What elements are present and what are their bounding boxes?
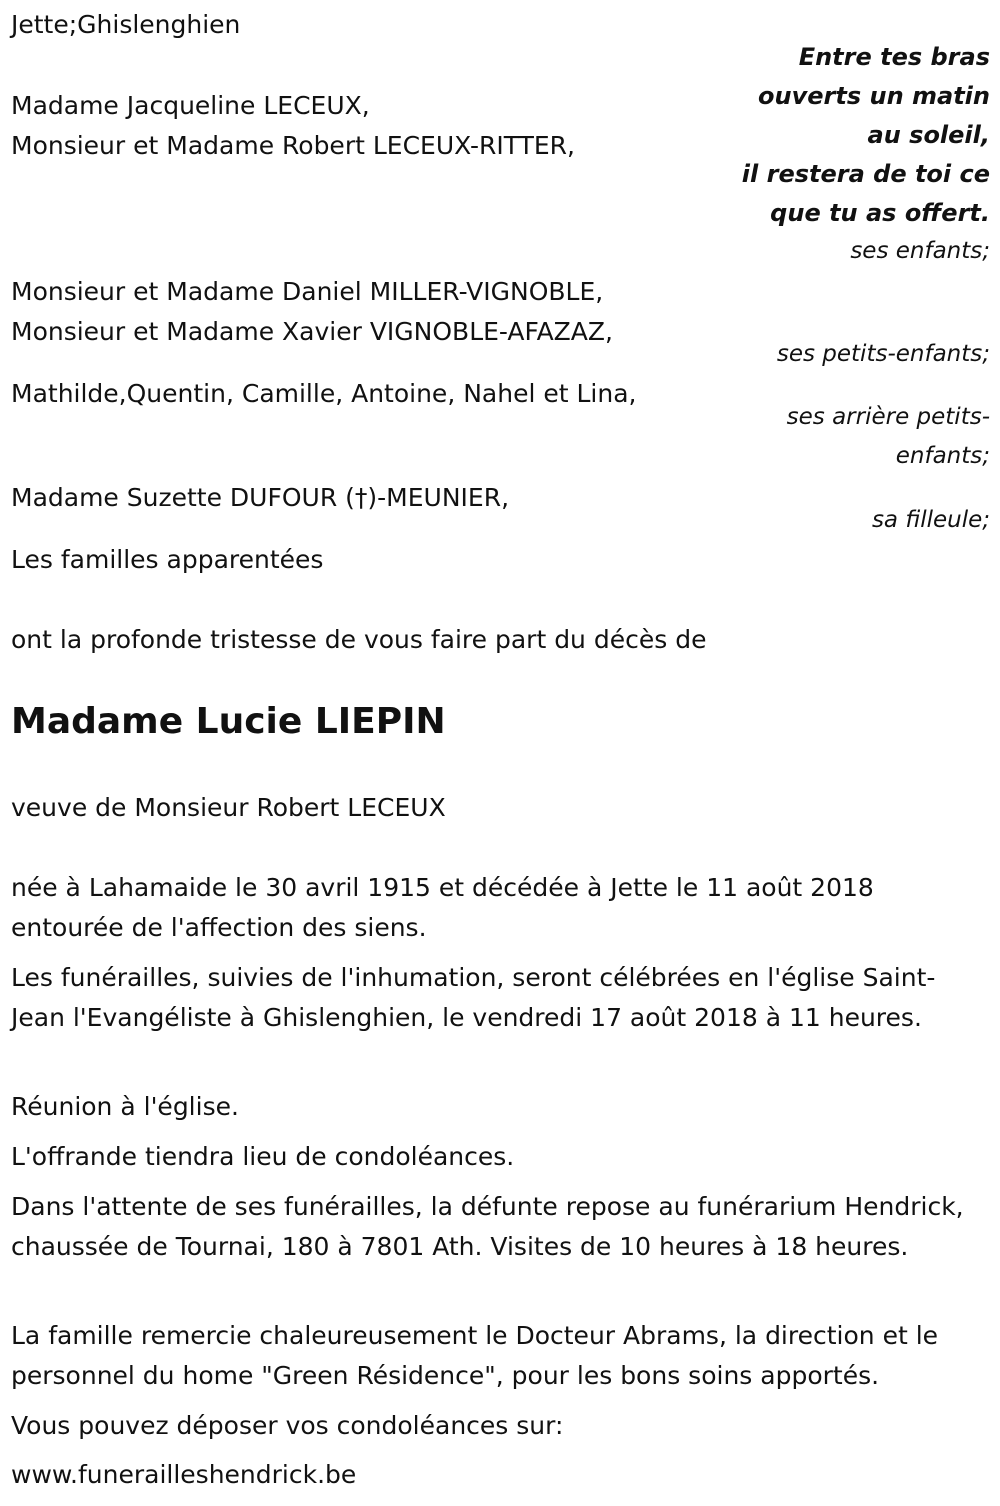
website-link[interactable]: www.funerailleshendrick.be: [11, 1460, 357, 1489]
grandchild-name: Monsieur et Madame Xavier VIGNOBLE-AFAZAZ,: [11, 317, 613, 346]
thanks-paragraph: La famille remercie chaleureusement le Docteur Abrams, la direction et le personnel du home "Green Résidence", pour les bons soins apportés.: [11, 1321, 939, 1390]
great-grandchildren-names: Mathilde,Quentin, Camille, Antoine, Nahel et Lina,: [11, 379, 637, 408]
poem-line: au soleil,: [867, 121, 990, 149]
meeting-paragraph: Réunion à l'église.: [11, 1092, 239, 1121]
widow-of-line: veuve de Monsieur Robert LECEUX: [11, 793, 446, 822]
poem-line: que tu as offert.: [770, 199, 990, 227]
poem-line: Entre tes bras: [798, 43, 990, 71]
goddaughter-label: sa filleule;: [871, 507, 990, 533]
condolences-intro: Vous pouvez déposer vos condoléances sur:: [11, 1411, 564, 1440]
relatives-line: Les familles apparentées: [11, 545, 324, 574]
great-grandchildren-label: ses arrière petits-enfants;: [786, 404, 990, 469]
deceased-name: Madame Lucie LIEPIN: [11, 701, 446, 742]
goddaughter-name: Madame Suzette DUFOUR (†)-MEUNIER,: [11, 483, 510, 512]
announcement-text: ont la profonde tristesse de vous faire part du décès de: [11, 625, 707, 654]
grandchild-name: Monsieur et Madame Daniel MILLER-VIGNOBLE,: [11, 277, 604, 306]
child-name: Madame Jacqueline LECEUX,: [11, 91, 370, 120]
funeral-paragraph: Les funérailles, suivies de l'inhumation, seront célébrées en l'église Saint-Jean l'Evangéliste à Ghislenghien, le vendredi 17 août 2018 à 11 heures.: [11, 963, 936, 1032]
poem-line: ouverts un matin: [758, 82, 990, 110]
location-line: Jette;Ghislenghien: [11, 10, 241, 39]
grandchildren-label: ses petits-enfants;: [776, 341, 990, 367]
birth-death-paragraph: née à Lahamaide le 30 avril 1915 et décédée à Jette le 11 août 2018 entourée de l'affection des siens.: [11, 873, 874, 942]
poem-line: il restera de toi ce: [741, 160, 990, 188]
funerarium-paragraph: Dans l'attente de ses funérailles, la défunte repose au funérarium Hendrick, chaussée de Tournai, 180 à 7801 Ath. Visites de 10 heures à 18 heures.: [11, 1192, 964, 1261]
child-name: Monsieur et Madame Robert LECEUX-RITTER,: [11, 131, 575, 160]
children-label: ses enfants;: [850, 238, 990, 264]
poem: [690, 38, 990, 233]
offering-paragraph: L'offrande tiendra lieu de condoléances.: [11, 1142, 515, 1171]
